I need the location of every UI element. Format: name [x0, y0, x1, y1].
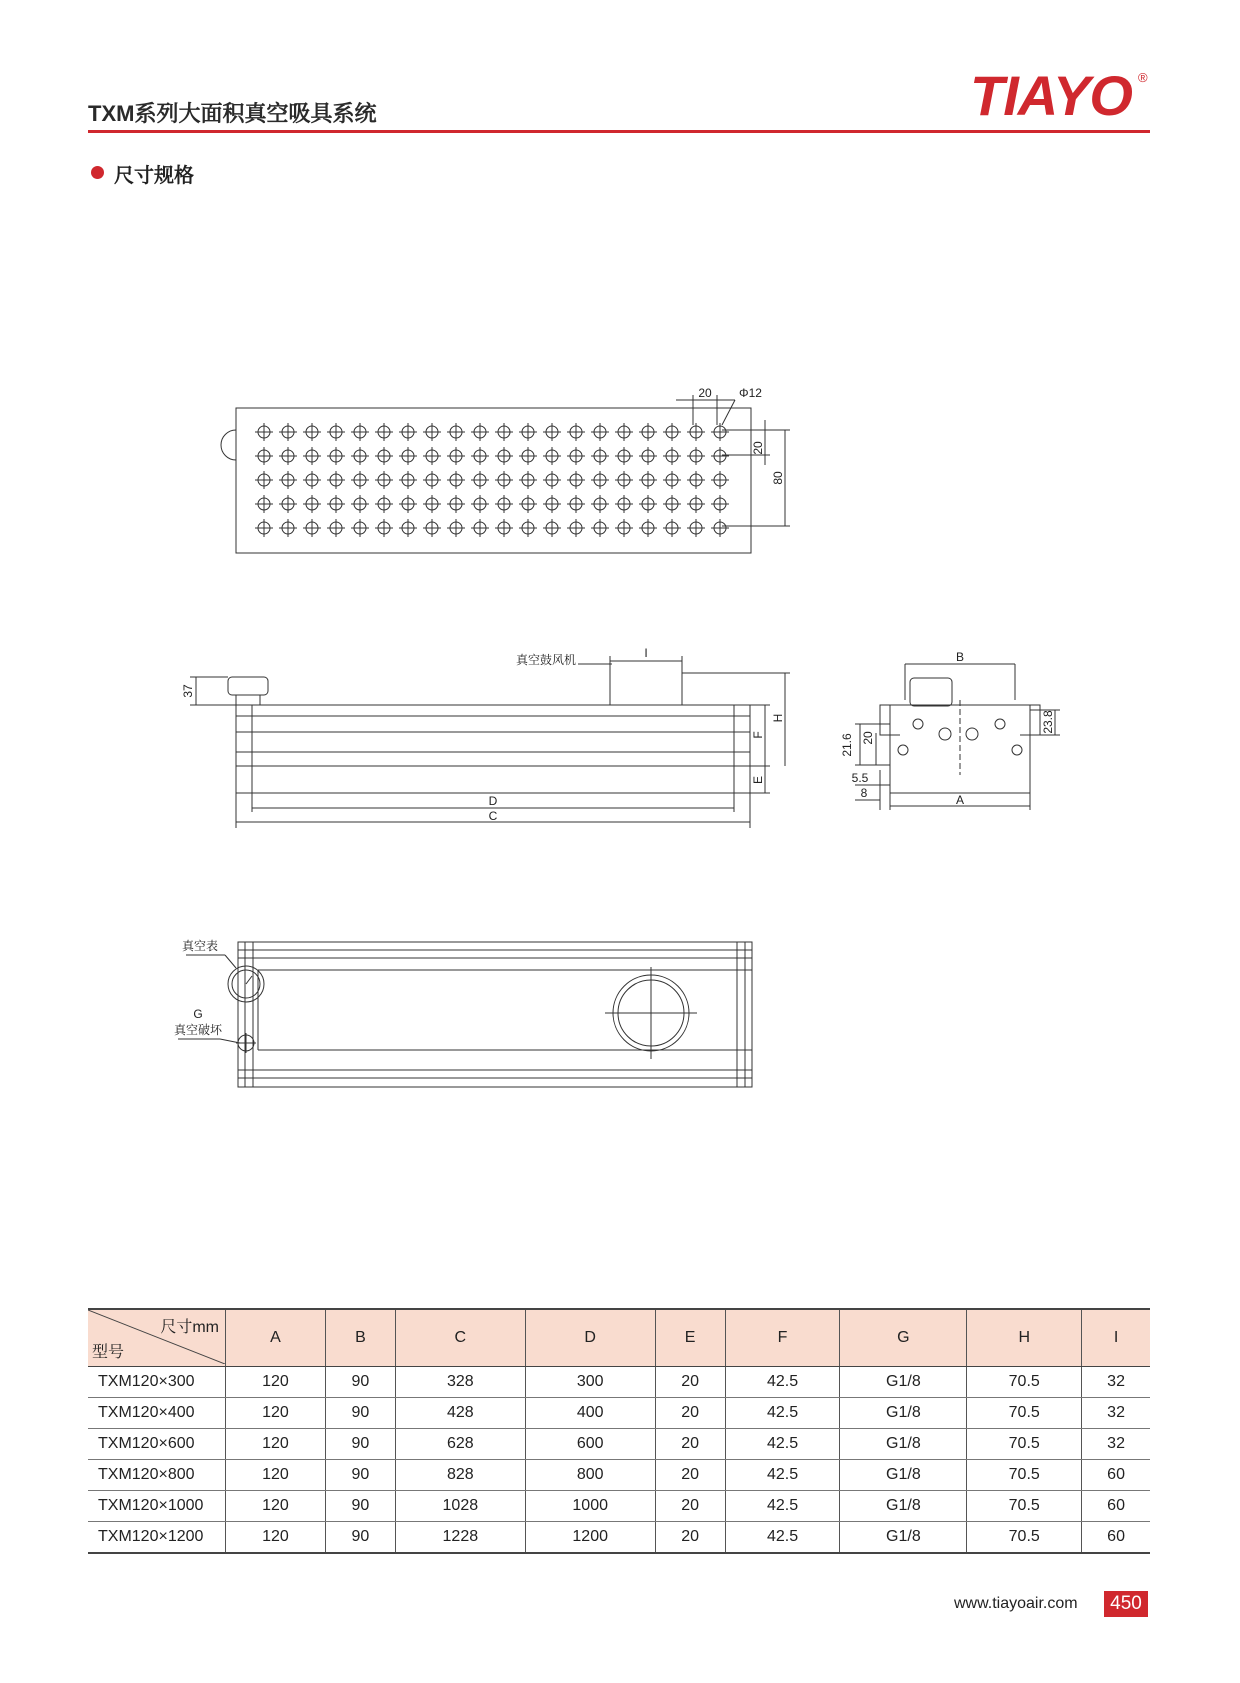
- value-cell: 32: [1082, 1429, 1150, 1460]
- value-cell: 120: [226, 1460, 326, 1491]
- suction-hole: [255, 471, 273, 489]
- suction-hole: [711, 447, 729, 465]
- dim-A-label: A: [955, 793, 965, 807]
- value-cell: 60: [1082, 1491, 1150, 1522]
- suction-hole: [519, 423, 537, 441]
- value-cell: G1/8: [840, 1367, 967, 1398]
- corner-header: [88, 1309, 226, 1367]
- value-cell: 1000: [525, 1491, 655, 1522]
- suction-hole: [279, 495, 297, 513]
- suction-hole: [423, 447, 441, 465]
- value-cell: G1/8: [840, 1429, 967, 1460]
- value-cell: 70.5: [967, 1460, 1082, 1491]
- suction-hole: [639, 471, 657, 489]
- value-cell: 20: [655, 1460, 725, 1491]
- col-header-C: C: [395, 1309, 525, 1367]
- col-header-G: G: [840, 1309, 967, 1367]
- suction-hole: [711, 519, 729, 537]
- suction-hole: [567, 519, 585, 537]
- dim-E-label: E: [751, 775, 765, 785]
- suction-hole: [591, 519, 609, 537]
- table-header-row: [88, 1309, 1150, 1367]
- dim-row-pitch-label: 20: [751, 441, 765, 455]
- suction-hole: [519, 495, 537, 513]
- suction-hole: [255, 423, 273, 441]
- suction-hole: [279, 471, 297, 489]
- suction-hole: [327, 471, 345, 489]
- suction-hole: [615, 519, 633, 537]
- model-label: 型号: [92, 1344, 125, 1361]
- value-cell: 32: [1082, 1367, 1150, 1398]
- value-cell: 70.5: [967, 1491, 1082, 1522]
- dim-23-8-label: 23.8: [1041, 710, 1055, 734]
- dimension-unit-label: 尺寸mm: [160, 1319, 219, 1336]
- suction-hole: [303, 471, 321, 489]
- suction-hole: [711, 495, 729, 513]
- suction-hole: [495, 423, 513, 441]
- value-cell: 600: [525, 1429, 655, 1460]
- value-cell: 300: [525, 1367, 655, 1398]
- col-header-F: F: [725, 1309, 840, 1367]
- value-cell: 42.5: [725, 1398, 840, 1429]
- value-cell: 1200: [525, 1522, 655, 1554]
- model-cell: TXM120×1000: [88, 1491, 226, 1522]
- value-cell: 60: [1082, 1522, 1150, 1554]
- value-cell: 90: [325, 1522, 395, 1554]
- table-body: [88, 1367, 1150, 1554]
- suction-hole: [327, 423, 345, 441]
- suction-hole: [375, 471, 393, 489]
- suction-hole: [687, 519, 705, 537]
- col-header-B: B: [325, 1309, 395, 1367]
- suction-hole: [567, 495, 585, 513]
- value-cell: 1228: [395, 1522, 525, 1554]
- suction-hole: [639, 519, 657, 537]
- value-cell: 42.5: [725, 1460, 840, 1491]
- suction-hole: [687, 495, 705, 513]
- value-cell: 90: [325, 1398, 395, 1429]
- suction-hole: [591, 447, 609, 465]
- table-row: [88, 1367, 1150, 1398]
- value-cell: 90: [325, 1429, 395, 1460]
- value-cell: 70.5: [967, 1429, 1082, 1460]
- suction-hole: [615, 423, 633, 441]
- suction-hole: [447, 447, 465, 465]
- value-cell: 800: [525, 1460, 655, 1491]
- suction-hole: [303, 447, 321, 465]
- suction-hole: [663, 519, 681, 537]
- suction-hole: [663, 423, 681, 441]
- suction-hole: [711, 471, 729, 489]
- suction-hole: [423, 423, 441, 441]
- suction-hole: [591, 471, 609, 489]
- suction-hole: [399, 495, 417, 513]
- suction-hole: [543, 471, 561, 489]
- col-header-H: H: [967, 1309, 1082, 1367]
- section-title: 尺寸规格: [114, 165, 194, 187]
- suction-hole: [303, 423, 321, 441]
- value-cell: 120: [226, 1398, 326, 1429]
- dim-I-label: I: [644, 646, 648, 660]
- table-row: [88, 1491, 1150, 1522]
- suction-hole: [327, 519, 345, 537]
- suction-hole: [591, 495, 609, 513]
- dim-B-label: B: [955, 650, 965, 664]
- suction-hole: [327, 447, 345, 465]
- suction-hole: [519, 471, 537, 489]
- bottom-view: [178, 942, 752, 1087]
- value-cell: 828: [395, 1460, 525, 1491]
- col-header-I: I: [1082, 1309, 1150, 1367]
- suction-hole: [375, 495, 393, 513]
- suction-hole: [615, 495, 633, 513]
- suction-hole: [471, 495, 489, 513]
- suction-hole: [399, 519, 417, 537]
- suction-hole: [687, 447, 705, 465]
- value-cell: 328: [395, 1367, 525, 1398]
- page-title: TXM系列大面积真空吸具系统: [88, 101, 377, 126]
- suction-hole: [567, 471, 585, 489]
- suction-hole: [351, 519, 369, 537]
- suction-hole: [303, 519, 321, 537]
- suction-hole: [639, 495, 657, 513]
- value-cell: 428: [395, 1398, 525, 1429]
- suction-hole: [399, 423, 417, 441]
- model-cell: TXM120×300: [88, 1367, 226, 1398]
- registered-mark: ®: [1138, 70, 1148, 85]
- suction-hole: [351, 423, 369, 441]
- page-number: 450: [1104, 1591, 1148, 1617]
- footer-url: www.tiayoair.com: [954, 1595, 1078, 1612]
- suction-hole: [567, 447, 585, 465]
- suction-hole: [639, 423, 657, 441]
- suction-hole: [543, 423, 561, 441]
- table-row: [88, 1429, 1150, 1460]
- value-cell: 20: [655, 1367, 725, 1398]
- value-cell: 60: [1082, 1460, 1150, 1491]
- value-cell: 70.5: [967, 1367, 1082, 1398]
- suction-hole: [471, 471, 489, 489]
- suction-hole: [519, 447, 537, 465]
- dim-pitch-label: 20: [698, 386, 712, 400]
- vacuum-gauge-label: 真空表: [181, 939, 219, 953]
- value-cell: 628: [395, 1429, 525, 1460]
- suction-hole: [543, 519, 561, 537]
- suction-hole: [279, 519, 297, 537]
- value-cell: 90: [325, 1460, 395, 1491]
- table-row: [88, 1398, 1150, 1429]
- value-cell: 20: [655, 1398, 725, 1429]
- suction-hole: [639, 447, 657, 465]
- value-cell: G1/8: [840, 1398, 967, 1429]
- model-cell: TXM120×600: [88, 1429, 226, 1460]
- value-cell: 70.5: [967, 1522, 1082, 1554]
- dim-21-6-label: 21.6: [840, 733, 854, 757]
- dim-20-label: 20: [861, 731, 875, 745]
- suction-hole: [447, 519, 465, 537]
- value-cell: 32: [1082, 1398, 1150, 1429]
- value-cell: 1028: [395, 1491, 525, 1522]
- suction-hole: [351, 495, 369, 513]
- suction-hole: [327, 495, 345, 513]
- value-cell: G1/8: [840, 1460, 967, 1491]
- value-cell: 42.5: [725, 1367, 840, 1398]
- dim-F-label: F: [751, 731, 765, 739]
- dim-H-label: H: [771, 713, 785, 723]
- suction-hole: [591, 423, 609, 441]
- suction-hole: [351, 471, 369, 489]
- end-view: [855, 664, 1060, 810]
- value-cell: 42.5: [725, 1429, 840, 1460]
- value-cell: 90: [325, 1491, 395, 1522]
- suction-hole: [471, 519, 489, 537]
- suction-hole: [663, 495, 681, 513]
- suction-hole: [663, 447, 681, 465]
- suction-hole: [279, 423, 297, 441]
- spec-table: [88, 1308, 1150, 1554]
- suction-hole: [663, 471, 681, 489]
- blower-label: 真空鼓风机: [515, 653, 577, 667]
- value-cell: 400: [525, 1398, 655, 1429]
- suction-hole: [615, 471, 633, 489]
- value-cell: 120: [226, 1429, 326, 1460]
- dim-C-label: C: [488, 809, 498, 823]
- model-cell: TXM120×800: [88, 1460, 226, 1491]
- value-cell: 120: [226, 1367, 326, 1398]
- brand-logo: TIAYO: [970, 64, 1132, 127]
- suction-hole: [687, 423, 705, 441]
- suction-hole: [255, 519, 273, 537]
- value-cell: 20: [655, 1429, 725, 1460]
- model-cell: TXM120×1200: [88, 1522, 226, 1554]
- suction-hole: [447, 471, 465, 489]
- suction-hole: [375, 423, 393, 441]
- suction-hole: [399, 471, 417, 489]
- suction-hole: [495, 519, 513, 537]
- suction-hole: [255, 495, 273, 513]
- suction-hole: [423, 519, 441, 537]
- dim-hole-dia-label: Φ12: [739, 386, 762, 400]
- suction-hole: [687, 471, 705, 489]
- col-header-A: A: [226, 1309, 326, 1367]
- suction-hole: [399, 447, 417, 465]
- suction-hole: [423, 471, 441, 489]
- table-row: [88, 1460, 1150, 1491]
- suction-hole: [351, 447, 369, 465]
- g-port-label: G: [193, 1007, 203, 1021]
- suction-hole: [495, 495, 513, 513]
- value-cell: 70.5: [967, 1398, 1082, 1429]
- value-cell: G1/8: [840, 1522, 967, 1554]
- value-cell: 120: [226, 1491, 326, 1522]
- top-view: [221, 395, 790, 553]
- dim-37-label: 37: [181, 684, 195, 698]
- suction-hole: [495, 447, 513, 465]
- value-cell: G1/8: [840, 1491, 967, 1522]
- value-cell: 42.5: [725, 1522, 840, 1554]
- suction-hole: [375, 447, 393, 465]
- suction-hole: [471, 447, 489, 465]
- value-cell: 20: [655, 1491, 725, 1522]
- value-cell: 90: [325, 1367, 395, 1398]
- suction-hole: [567, 423, 585, 441]
- suction-hole: [255, 447, 273, 465]
- col-header-E: E: [655, 1309, 725, 1367]
- dim-D-label: D: [488, 794, 498, 808]
- suction-hole: [447, 423, 465, 441]
- suction-hole: [543, 447, 561, 465]
- dim-5-5-label: 5.5: [851, 771, 869, 785]
- suction-hole: [615, 447, 633, 465]
- suction-hole: [711, 423, 729, 441]
- dim-8-label: 8: [860, 786, 868, 800]
- suction-hole: [279, 447, 297, 465]
- suction-hole: [303, 495, 321, 513]
- suction-hole: [495, 471, 513, 489]
- value-cell: 42.5: [725, 1491, 840, 1522]
- suction-hole: [375, 519, 393, 537]
- suction-hole: [471, 423, 489, 441]
- value-cell: 120: [226, 1522, 326, 1554]
- col-header-D: D: [525, 1309, 655, 1367]
- suction-hole: [519, 519, 537, 537]
- value-cell: 20: [655, 1522, 725, 1554]
- suction-hole: [447, 495, 465, 513]
- table-row: [88, 1522, 1150, 1554]
- dim-span-label: 80: [771, 471, 785, 485]
- model-cell: TXM120×400: [88, 1398, 226, 1429]
- suction-hole: [543, 495, 561, 513]
- suction-hole: [423, 495, 441, 513]
- suction-hole-grid: [255, 423, 729, 537]
- vacuum-break-label: 真空破坏: [173, 1023, 223, 1037]
